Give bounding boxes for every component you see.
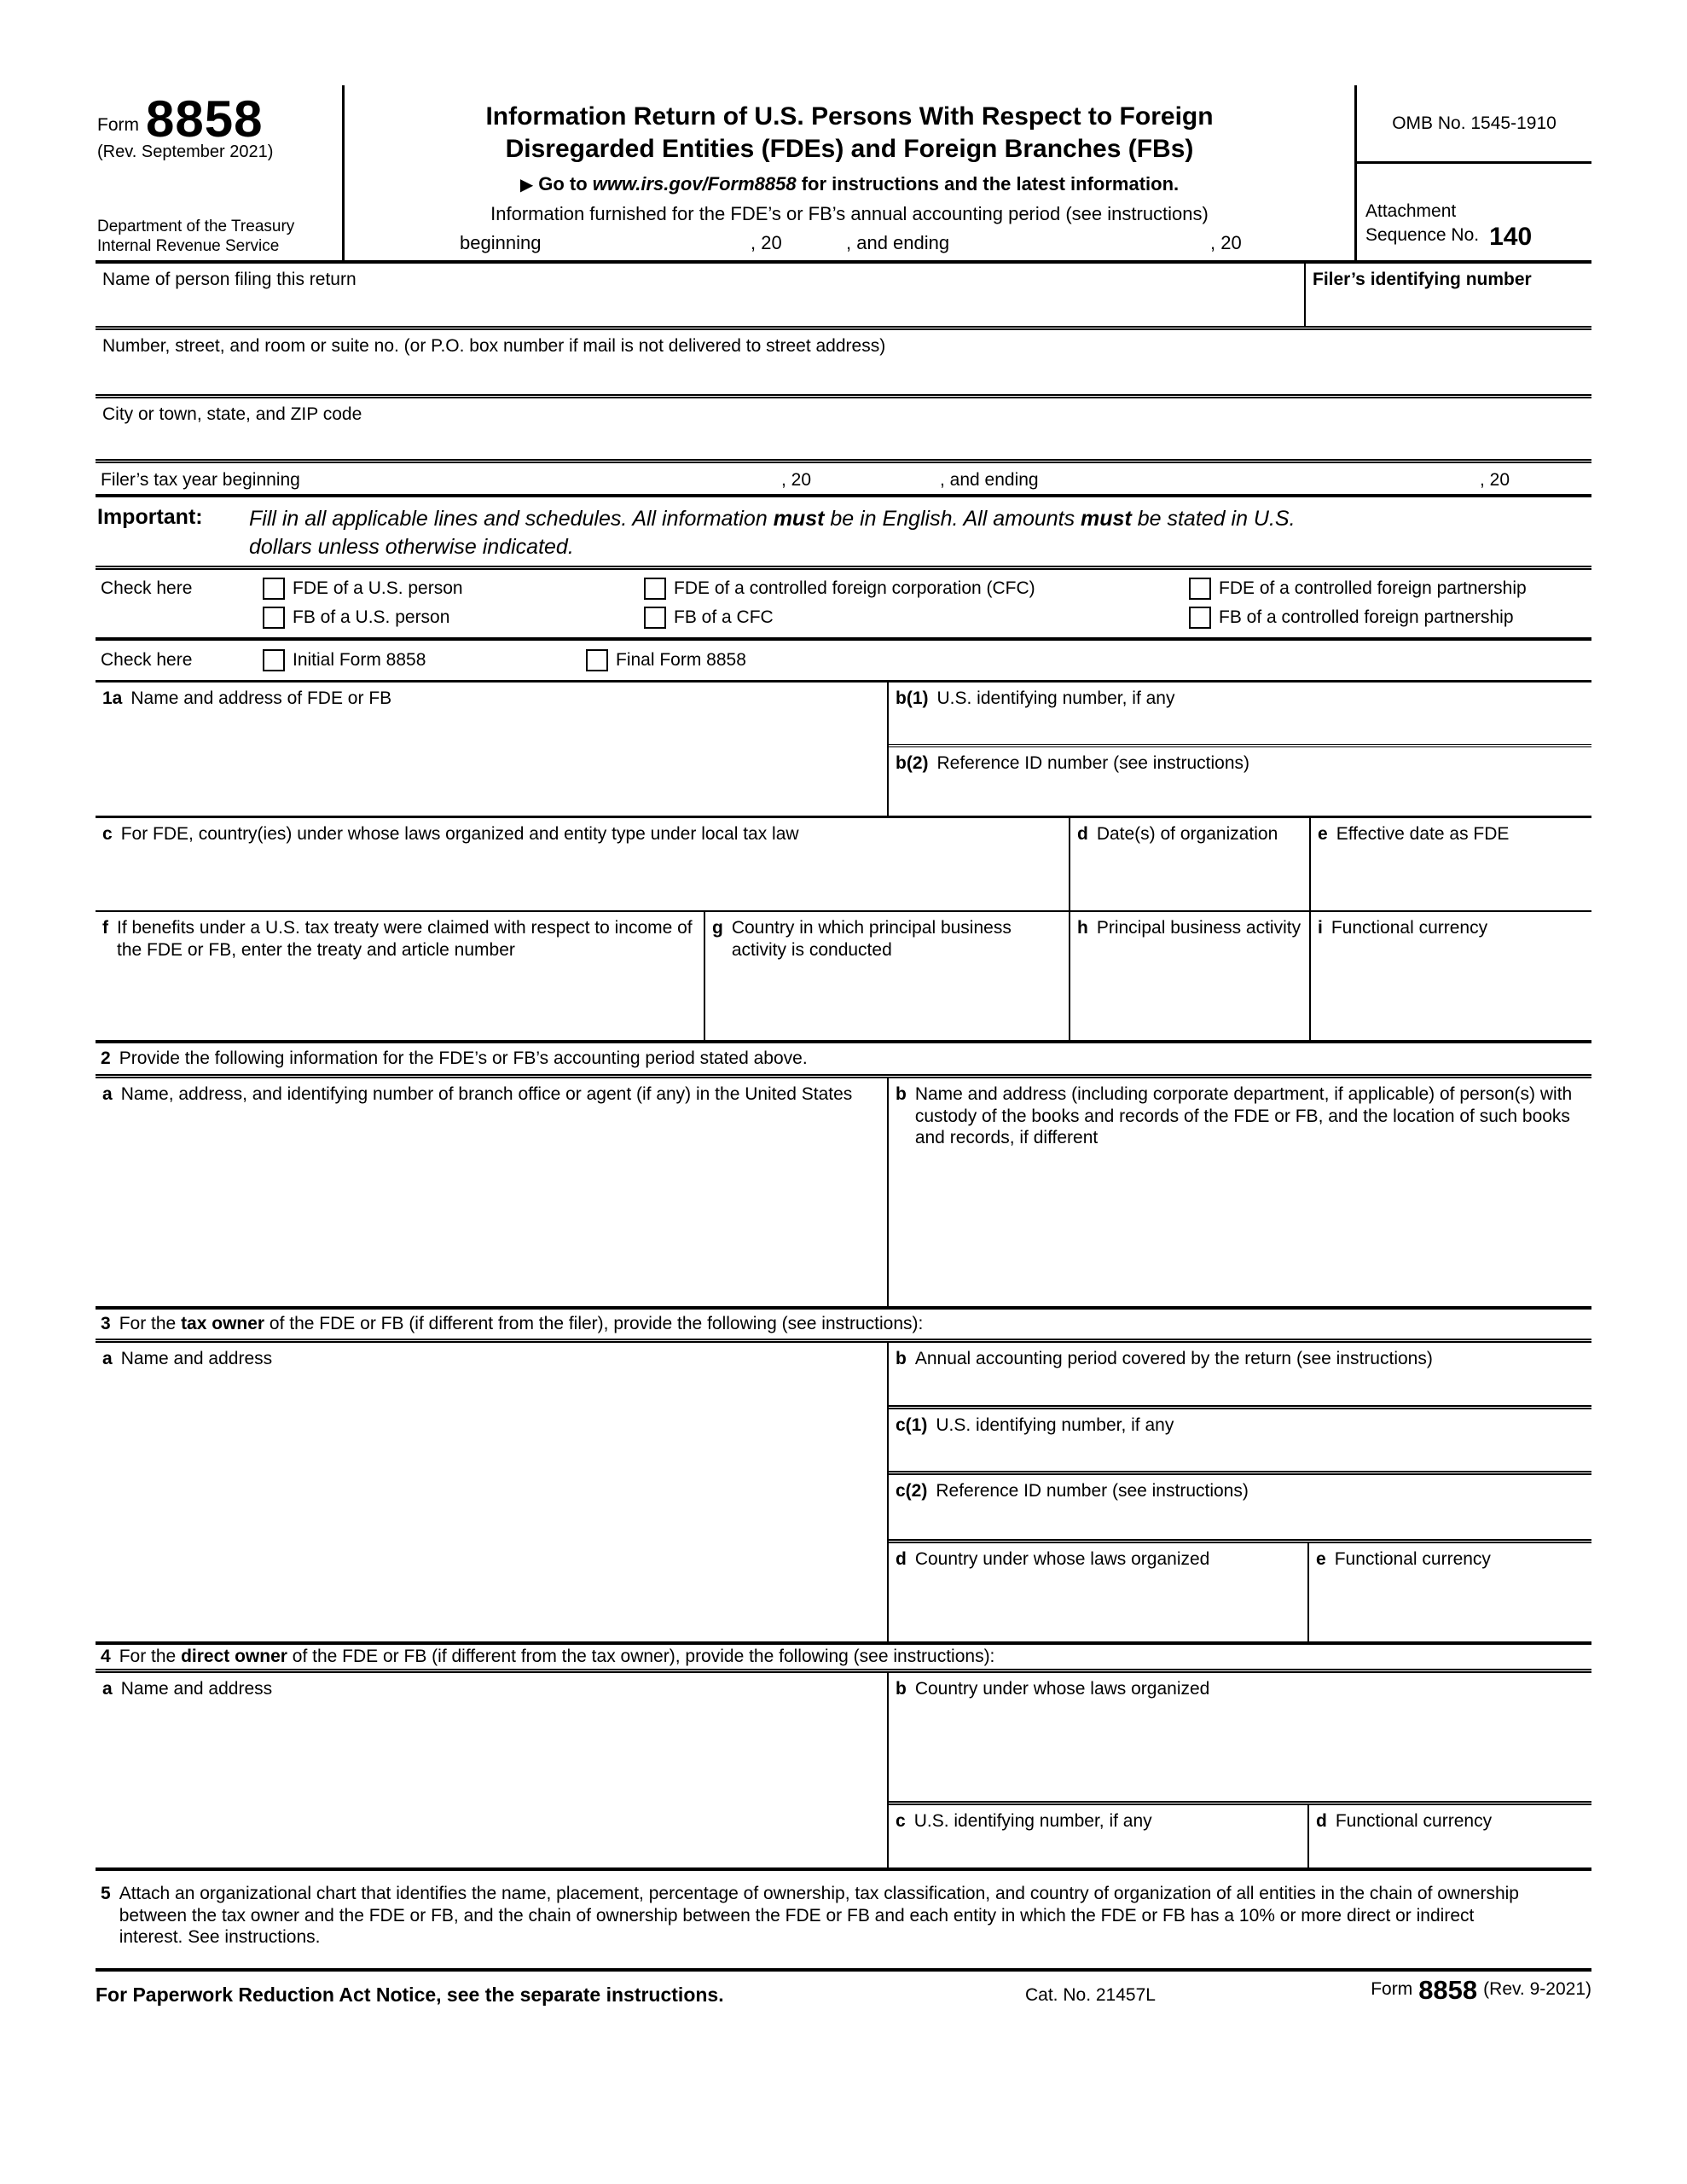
field-2b-books-records-custodian[interactable] (887, 1078, 1591, 1306)
line-3-right-column (887, 1343, 1591, 1641)
field-1c-country-laws-organized[interactable] (96, 818, 1069, 910)
line-3c1-number: c(1) (896, 1415, 928, 1435)
line-1b1-number: b(1) (896, 688, 929, 708)
initial-final-checks (96, 641, 1591, 682)
field-4d-functional-currency[interactable] (1307, 1805, 1591, 1867)
line-1a-row (96, 682, 1591, 818)
right-arrow-icon: ▶ (519, 176, 534, 195)
sequence-number: 140 (1489, 222, 1533, 251)
line-4-label-pre: For the (119, 1647, 182, 1666)
line-2a-label: Name, address, and identifying number of branch office or agent (if any) in the United States (120, 1084, 853, 1104)
field-1e-effective-date-fde[interactable] (1309, 818, 1591, 910)
check-item-fde-cfc (644, 578, 1189, 600)
form-number-line (97, 90, 337, 148)
footer-form-number: 8858 (1418, 1975, 1478, 2005)
check-here-label-2: Check here (101, 650, 193, 670)
line-2-number: 2 (101, 1048, 111, 1068)
fb-check-line (96, 603, 1591, 632)
tax-year-ending-year: , 20 (1480, 470, 1510, 490)
line-1e-label: Effective date as FDE (1336, 824, 1510, 844)
and-ending-label: , and ending (846, 232, 950, 253)
checkbox-final-form-8858[interactable] (586, 649, 608, 671)
line-3c2-label: Reference ID number (see instructions) (936, 1481, 1249, 1501)
field-3c2-reference-id-number[interactable] (889, 1475, 1591, 1543)
attachment-label: Attachment (1365, 201, 1457, 221)
filer-city-label: City or town, state, and ZIP code (102, 404, 362, 424)
form-title-line-1: Information Return of U.S. Persons With Respect to Foreign (485, 102, 1214, 131)
line-1d-label: Date(s) of organization (1096, 824, 1278, 844)
tax-year-and-ending-label: , and ending (940, 470, 1039, 490)
line-3-label (119, 1314, 924, 1334)
footer-form-word: Form (1371, 1978, 1413, 1999)
checkbox-fde-us-person[interactable] (263, 578, 285, 600)
filer-street-input[interactable] (96, 330, 1591, 398)
line-2b-number: b (896, 1084, 907, 1104)
line-4-row (96, 1673, 1591, 1871)
attachment-block (1357, 164, 1591, 260)
line-4-number: 4 (101, 1647, 111, 1666)
line-5-instruction (96, 1871, 1591, 1972)
important-text (249, 505, 1358, 561)
line-1c-row (96, 818, 1591, 912)
goto-line (345, 173, 1354, 195)
line-3-label-bold: tax owner (181, 1314, 265, 1333)
form-title-block (342, 85, 1357, 260)
line-4d-label: Functional currency (1335, 1811, 1493, 1831)
tax-year-beginning-label: Filer’s tax year beginning (101, 470, 300, 490)
beginning-year-label: , 20 (751, 232, 782, 253)
line-4d-number: d (1316, 1811, 1327, 1831)
page-footer (96, 1975, 1591, 2018)
tax-year-beginning-input[interactable] (351, 470, 761, 491)
line-1f-number: f (102, 918, 108, 938)
form-number: 8858 (146, 90, 264, 148)
filer-name-input[interactable] (96, 264, 1306, 326)
checkbox-fb-cfc-label: FB of a CFC (674, 607, 774, 627)
line-4c-number: c (896, 1811, 906, 1831)
line-3-label-post: of the FDE or FB (if different from the filer), provide the following (see instructions): (264, 1314, 924, 1333)
line-4a-label: Name and address (120, 1679, 273, 1699)
field-1f-tax-treaty[interactable] (96, 912, 704, 1040)
field-1i-functional-currency[interactable] (1309, 912, 1591, 1040)
goto-text: Go to (538, 173, 593, 195)
line-3-row (96, 1343, 1591, 1645)
important-seg2: be in English. All amounts (824, 507, 1081, 531)
check-item-fde-cfp (1189, 578, 1591, 600)
irs-url-link[interactable]: www.irs.gov/Form8858 (592, 173, 797, 195)
important-label: Important: (97, 505, 203, 529)
sequence-label: Sequence No. (1365, 225, 1480, 246)
line-5-label: Attach an organizational chart that identifies the name, placement, percentage of ownership, tax classification, and country of organization of all entities in the chain of ownership between the tax owner and the FDE or FB, and the chain of ownership between the FDE or FB and each entity in which the FDE or FB has a 10% or more direct or indirect interest. See instructions. (119, 1884, 1519, 1948)
accounting-period-line (345, 229, 1354, 258)
filer-name-row (96, 264, 1591, 330)
line-1a-number: 1a (102, 688, 123, 708)
line-4-right-column (887, 1673, 1591, 1867)
agency-line-2: Internal Revenue Service (97, 237, 280, 256)
form-id-block (96, 85, 342, 260)
fde-check-line (96, 574, 1591, 603)
form-title-line-2: Disregarded Entities (FDEs) and Foreign Branches (FBs) (505, 134, 1194, 163)
tax-year-ending-input[interactable] (1068, 470, 1460, 491)
check-here-label-1: Check here (101, 578, 193, 598)
check-item-fde-us-person (263, 578, 644, 600)
field-1h-principal-business-activity[interactable] (1069, 912, 1309, 1040)
line-4b-number: b (896, 1679, 907, 1699)
checkbox-fde-cfc[interactable] (644, 578, 666, 600)
footer-form-id (1371, 1975, 1591, 2005)
line-4-label-post: of the FDE or FB (if different from the tax owner), provide the following (see instructions): (287, 1647, 995, 1666)
tax-year-beginning-year: , 20 (781, 470, 812, 490)
line-3a-label: Name and address (120, 1349, 273, 1368)
footer-form-revision: (Rev. 9-2021) (1483, 1978, 1591, 1999)
beginning-label: beginning (460, 232, 542, 253)
line-1f-label: If benefits under a U.S. tax treaty were claimed with respect to income of the FDE or FB, enter the treaty and article number (117, 918, 693, 960)
line-1b2-number: b(2) (896, 753, 929, 773)
field-1a-fde-name-address[interactable] (96, 682, 887, 816)
field-1b1-us-identifying-number[interactable] (889, 682, 1591, 747)
line-1e-number: e (1318, 824, 1328, 844)
form-revision: (Rev. September 2021) (97, 142, 274, 161)
checkbox-fb-cfp-label: FB of a controlled foreign partnership (1219, 607, 1514, 627)
omb-number: OMB No. 1545-1910 (1357, 85, 1591, 164)
form-title (345, 101, 1354, 165)
line-3c2-number: c(2) (896, 1481, 928, 1501)
line-2-row (96, 1078, 1591, 1310)
checkbox-fb-cfc[interactable] (644, 607, 666, 629)
period-beginning-input[interactable] (566, 232, 737, 254)
check-item-fb-us-person (263, 607, 644, 629)
line-4-cd-row (889, 1805, 1591, 1867)
checkbox-fde-cfp-label: FDE of a controlled foreign partnership (1219, 578, 1527, 598)
line-4b-label: Country under whose laws organized (914, 1679, 1210, 1699)
important-seg3: be stated in U.S. dollars unless otherwise indicated. (249, 507, 1296, 559)
line-3-de-row (889, 1543, 1591, 1641)
line-1f-row (96, 912, 1591, 1043)
line-2-label: Provide the following information for the FDE’s or FB’s accounting period stated above. (119, 1048, 808, 1068)
line-1c-label: For FDE, country(ies) under whose laws organized and entity type under local tax law (120, 824, 799, 844)
line-2-heading (96, 1043, 1591, 1078)
important-must1: must (773, 507, 825, 531)
field-1g-principal-business-country[interactable] (704, 912, 1069, 1040)
line-3b-number: b (896, 1349, 907, 1368)
line-1d-number: d (1077, 824, 1088, 844)
field-2a-branch-office-agent[interactable] (96, 1078, 887, 1306)
checkbox-fde-cfp[interactable] (1189, 578, 1211, 600)
agency-line-1: Department of the Treasury (97, 218, 295, 236)
line-4a-number: a (102, 1679, 113, 1699)
filer-street-label: Number, street, and room or suite no. (or P.O. box number if mail is not delivered to street address) (102, 336, 886, 356)
field-3b-annual-accounting-period[interactable] (889, 1343, 1591, 1409)
agency-block (97, 218, 337, 257)
goto-text-rest: for instructions and the latest information. (796, 173, 1180, 195)
line-1h-label: Principal business activity (1096, 918, 1301, 938)
checkbox-fde-us-person-label: FDE of a U.S. person (293, 578, 463, 598)
checkbox-fb-us-person[interactable] (263, 607, 285, 629)
important-note (96, 497, 1591, 570)
check-item-initial-form (263, 649, 586, 671)
line-4-label (119, 1647, 995, 1667)
line-3a-number: a (102, 1349, 113, 1368)
initial-final-check-line (96, 646, 1591, 675)
line-2b-label: Name and address (including corporate department, if applicable) of person(s) with custody of the books and records of the FDE or FB, and the location of such books and records, if different (914, 1084, 1573, 1148)
line-3e-number: e (1316, 1549, 1326, 1569)
period-ending-input[interactable] (959, 232, 1197, 254)
furnished-line: Information furnished for the FDE’s or FB’s annual accounting period (see instructions) (490, 203, 1209, 224)
ending-year-label: , 20 (1210, 232, 1242, 253)
field-3d-country-laws-organized[interactable] (889, 1543, 1307, 1641)
checkbox-fde-cfc-label: FDE of a controlled foreign corporation (CFC) (674, 578, 1035, 598)
line-1a-label: Name and address of FDE or FB (130, 688, 392, 708)
field-1d-dates-of-organization[interactable] (1069, 818, 1309, 910)
line-1b2-label: Reference ID number (see instructions) (936, 753, 1249, 773)
line-3e-label: Functional currency (1334, 1549, 1491, 1569)
line-2a-number: a (102, 1084, 113, 1104)
line-3b-label: Annual accounting period covered by the return (see instructions) (914, 1349, 1433, 1368)
form-content (96, 85, 1591, 2018)
line-3-label-pre: For the (119, 1314, 182, 1333)
check-item-fb-cfp (1189, 607, 1591, 629)
line-1c-number: c (102, 824, 113, 844)
filer-city-input[interactable] (96, 398, 1591, 463)
line-4c-label: U.S. identifying number, if any (913, 1811, 1152, 1831)
check-item-fb-cfc (644, 607, 1189, 629)
field-4c-us-identifying-number[interactable] (889, 1805, 1307, 1867)
filer-tax-year-row (96, 463, 1591, 497)
form-word: Form (97, 115, 139, 135)
field-4b-country-laws-organized[interactable] (889, 1673, 1591, 1805)
line-4-heading (96, 1645, 1591, 1673)
line-1g-number: g (712, 918, 723, 938)
line-3d-label: Country under whose laws organized (914, 1549, 1210, 1569)
line-1h-number: h (1077, 918, 1088, 938)
checkbox-initial-form-8858-label: Initial Form 8858 (293, 650, 426, 670)
field-4a-direct-owner-name-address[interactable] (96, 1673, 887, 1867)
line-1i-number: i (1318, 918, 1323, 938)
checkbox-initial-form-8858[interactable] (263, 649, 285, 671)
checkbox-final-form-8858-label: Final Form 8858 (616, 650, 746, 670)
check-item-final-form (586, 649, 1591, 671)
line-5-number: 5 (101, 1884, 111, 1903)
line-1i-label: Functional currency (1330, 918, 1488, 938)
important-must2: must (1081, 507, 1132, 531)
entity-type-checks (96, 570, 1591, 641)
line-3-number: 3 (101, 1314, 111, 1333)
checkbox-fb-us-person-label: FB of a U.S. person (293, 607, 450, 627)
checkbox-fb-cfp[interactable] (1189, 607, 1211, 629)
omb-attachment-block (1357, 85, 1591, 260)
line-3d-number: d (896, 1549, 907, 1569)
line-1b-column (887, 682, 1591, 816)
line-4-label-bold: direct owner (181, 1647, 287, 1666)
field-3e-functional-currency[interactable] (1307, 1543, 1591, 1641)
paperwork-notice: For Paperwork Reduction Act Notice, see the separate instructions. (96, 1984, 724, 2006)
filer-identifying-number-label: Filer’s identifying number (1313, 270, 1532, 289)
important-seg1: Fill in all applicable lines and schedules. All information (249, 507, 774, 531)
filer-name-label: Name of person filing this return (102, 270, 357, 289)
line-3-heading (96, 1310, 1591, 1343)
form-header (96, 85, 1591, 264)
filer-identifying-number-input[interactable] (1306, 264, 1591, 326)
field-3a-tax-owner-name-address[interactable] (96, 1343, 887, 1641)
field-1b2-reference-id-number[interactable] (889, 747, 1591, 816)
line-1g-label: Country in which principal business activity is conducted (731, 918, 1012, 960)
line-3c1-label: U.S. identifying number, if any (936, 1415, 1174, 1435)
line-1b1-label: U.S. identifying number, if any (936, 688, 1175, 708)
field-3c1-us-identifying-number[interactable] (889, 1409, 1591, 1475)
catalog-number: Cat. No. 21457L (1025, 1985, 1156, 2005)
